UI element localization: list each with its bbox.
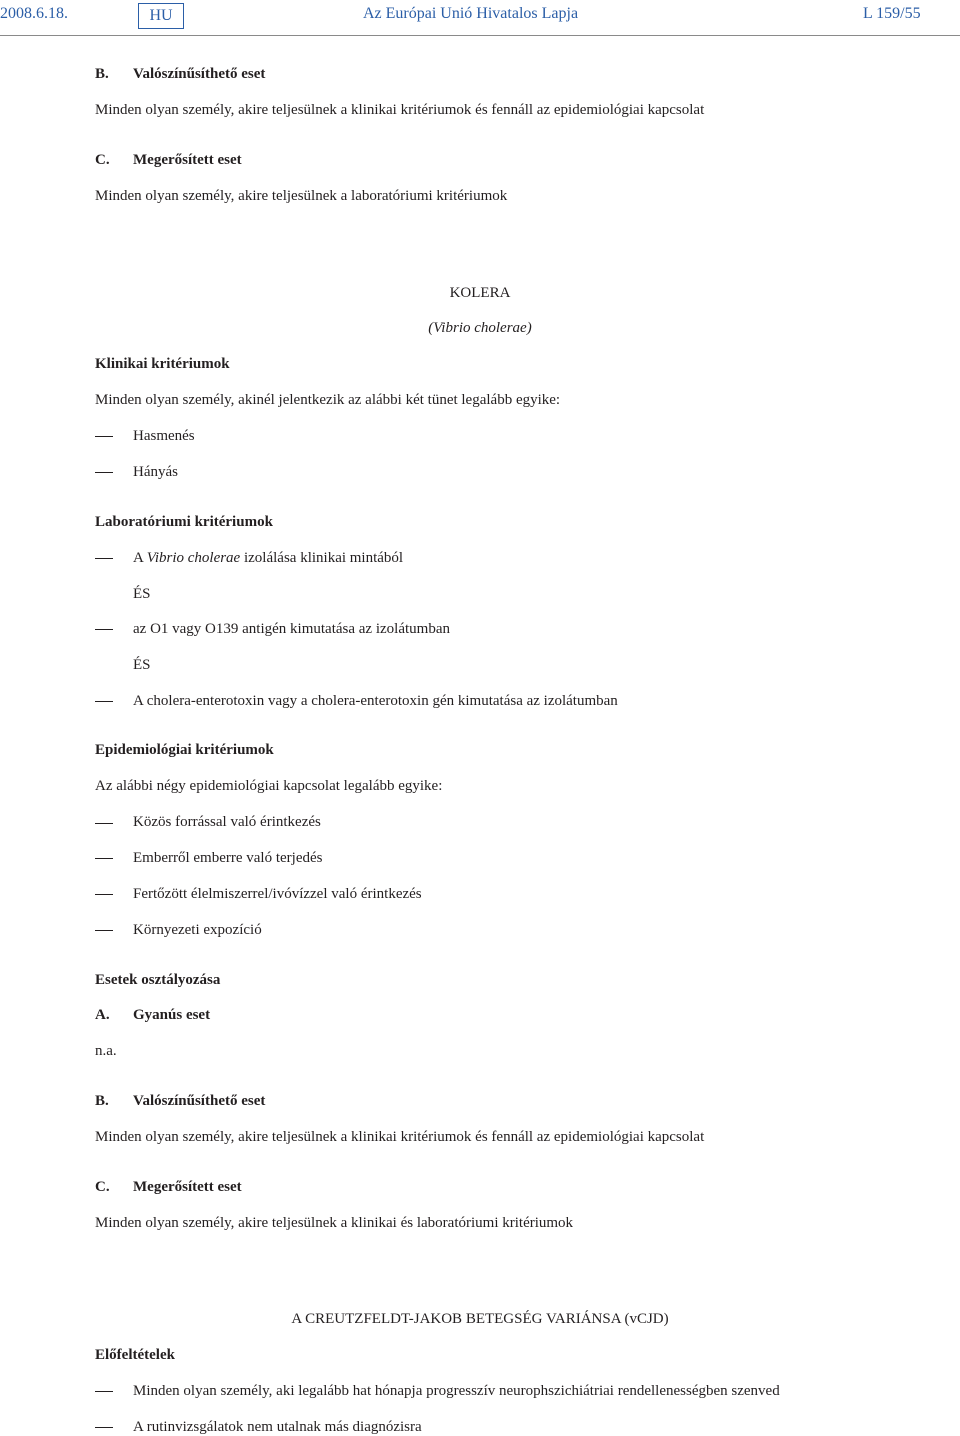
header-rule: [0, 35, 960, 36]
journal-title: Az Európai Unió Hivatalos Lapja: [363, 5, 579, 22]
kolera-title: KOLERA: [449, 285, 511, 301]
dash-icon: [95, 858, 113, 859]
class-b-title: Valószínűsíthető eset: [133, 1093, 266, 1109]
clinical-item: Hányás: [133, 464, 178, 480]
and-connector: ÉS: [133, 657, 151, 673]
prev-c-letter: C.: [95, 152, 110, 168]
epi-heading: Epidemiológiai kritériumok: [95, 742, 274, 758]
class-b-text: Minden olyan személy, akire teljesülnek a klinikai kritériumok és fennáll az epidemiológiai kapcsolat: [95, 1129, 705, 1145]
classification-heading: Esetek osztályozása: [95, 972, 221, 988]
epi-intro: Az alábbi négy epidemiológiai kapcsolat legalább egyike:: [95, 778, 443, 794]
prev-b-letter: B.: [95, 66, 109, 82]
dash-icon: [95, 1427, 113, 1428]
and-connector: ÉS: [133, 586, 151, 602]
dash-icon: [95, 823, 113, 824]
class-c-text: Minden olyan személy, akire teljesülnek a klinikai és laboratóriumi kritériumok: [95, 1215, 574, 1231]
language-code-box: HU: [138, 3, 184, 29]
prerequisite-item: Minden olyan személy, aki legalább hat hónapja progresszív neurophszichiátriai rendellenességben szenved: [133, 1383, 780, 1399]
clinical-intro: Minden olyan személy, akinél jelentkezik az alábbi két tünet legalább egyike:: [95, 392, 561, 408]
dash-icon: [95, 558, 113, 559]
header-date: 2008.6.18.: [0, 5, 68, 22]
lab-item-3: A cholera-enterotoxin vagy a cholera-enterotoxin gén kimutatása az izolátumban: [133, 693, 618, 709]
class-c-title: Megerősített eset: [133, 1179, 242, 1195]
prev-b-text: Minden olyan személy, akire teljesülnek a klinikai kritériumok és fennáll az epidemiológiai kapcsolat: [95, 102, 705, 118]
prev-b-title: Valószínűsíthető eset: [133, 66, 266, 82]
class-b-letter: B.: [95, 1093, 109, 1109]
clinical-heading: Klinikai kritériumok: [95, 356, 230, 372]
prerequisites-heading: Előfeltételek: [95, 1347, 175, 1363]
prerequisite-item: A rutinvizsgálatok nem utalnak más diagnózisra: [133, 1419, 422, 1435]
lab-item-1: [133, 549, 403, 567]
prev-c-title: Megerősített eset: [133, 152, 242, 168]
class-a-title: Gyanús eset: [133, 1007, 211, 1023]
class-a-letter: A.: [95, 1007, 110, 1023]
prev-c-text: Minden olyan személy, akire teljesülnek a laboratóriumi kritériumok: [95, 188, 508, 204]
dash-icon: [95, 1391, 113, 1392]
lab-item-1-prefix: A: [133, 550, 147, 566]
class-a-text: n.a.: [95, 1043, 117, 1059]
clinical-item: Hasmenés: [133, 428, 195, 444]
class-c-letter: C.: [95, 1179, 110, 1195]
page-number: L 159/55: [863, 5, 921, 22]
dash-icon: [95, 436, 113, 437]
epi-item: Fertőzött élelmiszerrel/ivóvízzel való érintkezés: [133, 886, 422, 902]
epi-item: Közös forrással való érintkezés: [133, 814, 321, 830]
lab-item-1-organism: Vibrio cholerae: [146, 550, 241, 566]
dash-icon: [95, 472, 113, 473]
dash-icon: [95, 930, 113, 931]
lab-item-2: az O1 vagy O139 antigén kimutatása az izolátumban: [133, 621, 450, 637]
lab-item-1-suffix: izolálása klinikai mintából: [240, 550, 404, 566]
dash-icon: [95, 894, 113, 895]
vcjd-title: A CREUTZFELDT-JAKOB BETEGSÉG VARIÁNSA (vCJD): [291, 1311, 669, 1327]
epi-item: Környezeti expozíció: [133, 922, 262, 938]
dash-icon: [95, 629, 113, 630]
epi-item: Emberről emberre való terjedés: [133, 850, 323, 866]
dash-icon: [95, 701, 113, 702]
kolera-subtitle: (Vibrio cholerae): [428, 320, 532, 336]
lab-heading: Laboratóriumi kritériumok: [95, 514, 273, 530]
